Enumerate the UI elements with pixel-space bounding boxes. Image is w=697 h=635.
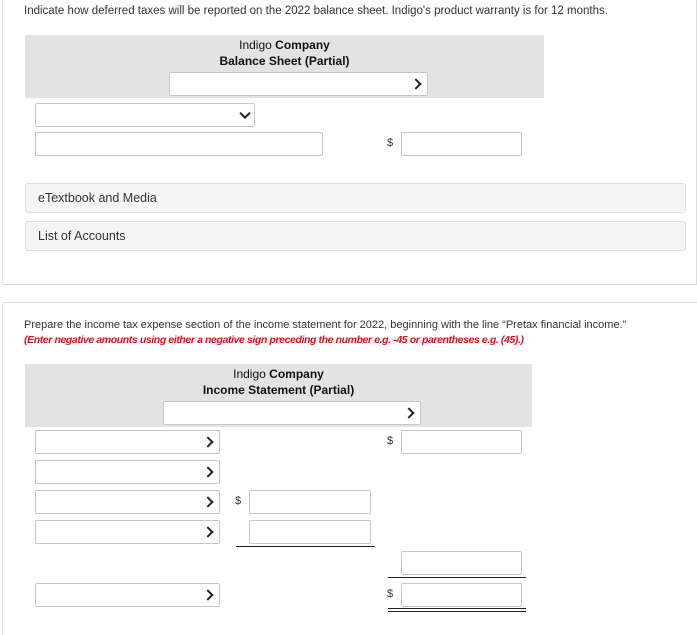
chevron-right-icon — [202, 589, 213, 600]
currency-symbol: $ — [387, 588, 394, 600]
etextbook-label: eTextbook and Media — [38, 191, 157, 205]
chevron-down-icon — [239, 108, 250, 119]
account-name-input[interactable] — [35, 132, 323, 156]
subtotal-underline — [236, 546, 375, 547]
chevron-right-icon — [202, 526, 213, 537]
negative-amount-note: (Enter negative amounts using either a negative sign preceding the number e.g. -45 or parentheses e.g. (45).) — [24, 334, 524, 346]
amount-input[interactable] — [401, 132, 522, 156]
income-statement-header — [25, 364, 532, 427]
statement-date-select[interactable] — [169, 72, 428, 96]
chevron-right-icon — [202, 436, 213, 447]
company-name: Indigo Company — [239, 38, 330, 52]
chevron-right-icon — [403, 407, 414, 418]
statement-title: Balance Sheet (Partial) — [219, 54, 350, 68]
chevron-right-icon — [202, 466, 213, 477]
part2-instruction: Prepare the income tax expense section of the income statement for 2022, beginning with the line “Pretax financial income.” — [24, 319, 627, 331]
balance-sheet-header — [25, 35, 544, 98]
chevron-right-icon — [202, 496, 213, 507]
double-underline-top — [388, 608, 526, 609]
currency-symbol: $ — [235, 495, 242, 507]
chevron-right-icon — [410, 78, 421, 89]
accounts-label: List of Accounts — [38, 229, 126, 243]
income-row-6-select[interactable] — [35, 583, 220, 607]
income-row-3-select[interactable] — [35, 490, 220, 514]
income-row-5-amount[interactable] — [401, 551, 522, 575]
income-row-2-select[interactable] — [35, 460, 220, 484]
classification-select[interactable] — [35, 103, 255, 127]
currency-symbol: $ — [387, 137, 394, 149]
income-row-4-amount[interactable] — [249, 520, 371, 544]
income-row-4-select[interactable] — [35, 520, 220, 544]
statement-title-2: Income Statement (Partial) — [202, 383, 355, 397]
statement-date-select-2[interactable] — [163, 401, 421, 425]
total-underline — [388, 577, 526, 578]
etextbook-media-link[interactable] — [25, 183, 686, 213]
double-underline-bottom — [388, 611, 526, 612]
income-row-1-amount[interactable] — [401, 430, 522, 454]
income-row-3-amount[interactable] — [249, 490, 371, 514]
income-row-1-select[interactable] — [35, 430, 220, 454]
currency-symbol: $ — [387, 435, 394, 447]
list-of-accounts-link[interactable] — [25, 221, 686, 251]
company-name-2: Indigo Company — [233, 367, 324, 381]
income-row-6-amount[interactable] — [401, 583, 522, 607]
part1-instruction: Indicate how deferred taxes will be reported on the 2022 balance sheet. Indigo's product warranty is for 12 months. — [24, 5, 608, 17]
